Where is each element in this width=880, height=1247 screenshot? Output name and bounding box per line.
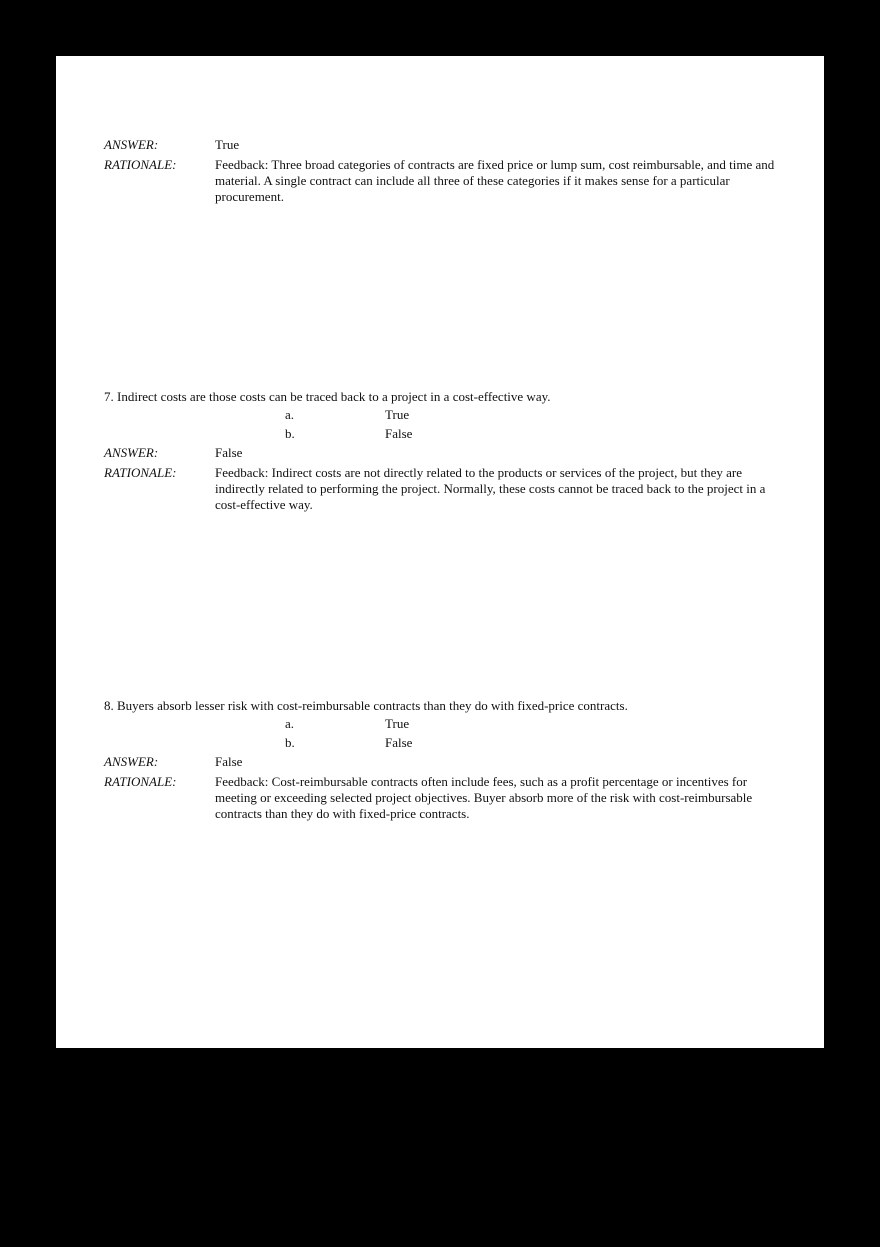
answer-label: ANSWER: bbox=[104, 445, 159, 460]
rationale-label: RATIONALE: bbox=[104, 157, 177, 172]
answer-row bbox=[104, 445, 784, 461]
rationale-row bbox=[104, 157, 784, 205]
option-text: False bbox=[385, 426, 413, 441]
answer-value: False bbox=[215, 445, 243, 460]
option-a[interactable] bbox=[104, 407, 784, 426]
question-block-7 bbox=[104, 389, 784, 517]
rationale-row bbox=[104, 774, 784, 822]
option-letter: b. bbox=[285, 426, 295, 441]
option-text: True bbox=[385, 407, 410, 422]
rationale-text: Feedback: Cost-reimbursable contracts often include fees, such as a profit percentage or incentives for meeting or exceeding selected project objectives. Buyer absorb more of the risk with cost-reimbursable contracts than they do with fixed-price contracts. bbox=[215, 774, 753, 821]
rationale-label: RATIONALE: bbox=[104, 774, 177, 789]
answer-label: ANSWER: bbox=[104, 137, 159, 152]
rationale-label: RATIONALE: bbox=[104, 465, 177, 480]
option-text: False bbox=[385, 735, 413, 750]
answer-row bbox=[104, 137, 784, 153]
question-stem: 8. Buyers absorb lesser risk with cost-reimbursable contracts than they do with fixed-price contracts. bbox=[104, 698, 628, 713]
document-page bbox=[56, 56, 824, 1048]
option-letter: a. bbox=[285, 716, 295, 731]
answer-row bbox=[104, 754, 784, 770]
option-text: True bbox=[385, 716, 410, 731]
option-b[interactable] bbox=[104, 426, 784, 445]
question-stem: 7. Indirect costs are those costs can be traced back to a project in a cost-effective way. bbox=[104, 389, 551, 404]
answer-value: True bbox=[215, 137, 240, 152]
rationale-text: Feedback: Three broad categories of contracts are fixed price or lump sum, cost reimbursable, and time and material. A single contract can include all three of these categories if it makes sense for a particular procurement. bbox=[215, 157, 775, 204]
option-letter: b. bbox=[285, 735, 295, 750]
question-block-6 bbox=[104, 137, 784, 209]
answer-value: False bbox=[215, 754, 243, 769]
option-b[interactable] bbox=[104, 735, 784, 754]
option-a[interactable] bbox=[104, 716, 784, 735]
answer-label: ANSWER: bbox=[104, 754, 159, 769]
rationale-text: Feedback: Indirect costs are not directly related to the products or services of the project, but they are indirectly related to performing the project. Normally, these costs cannot be traced back to the project in a cost-effective way. bbox=[215, 465, 766, 512]
question-block-8 bbox=[104, 698, 784, 826]
option-letter: a. bbox=[285, 407, 295, 422]
rationale-row bbox=[104, 465, 784, 513]
